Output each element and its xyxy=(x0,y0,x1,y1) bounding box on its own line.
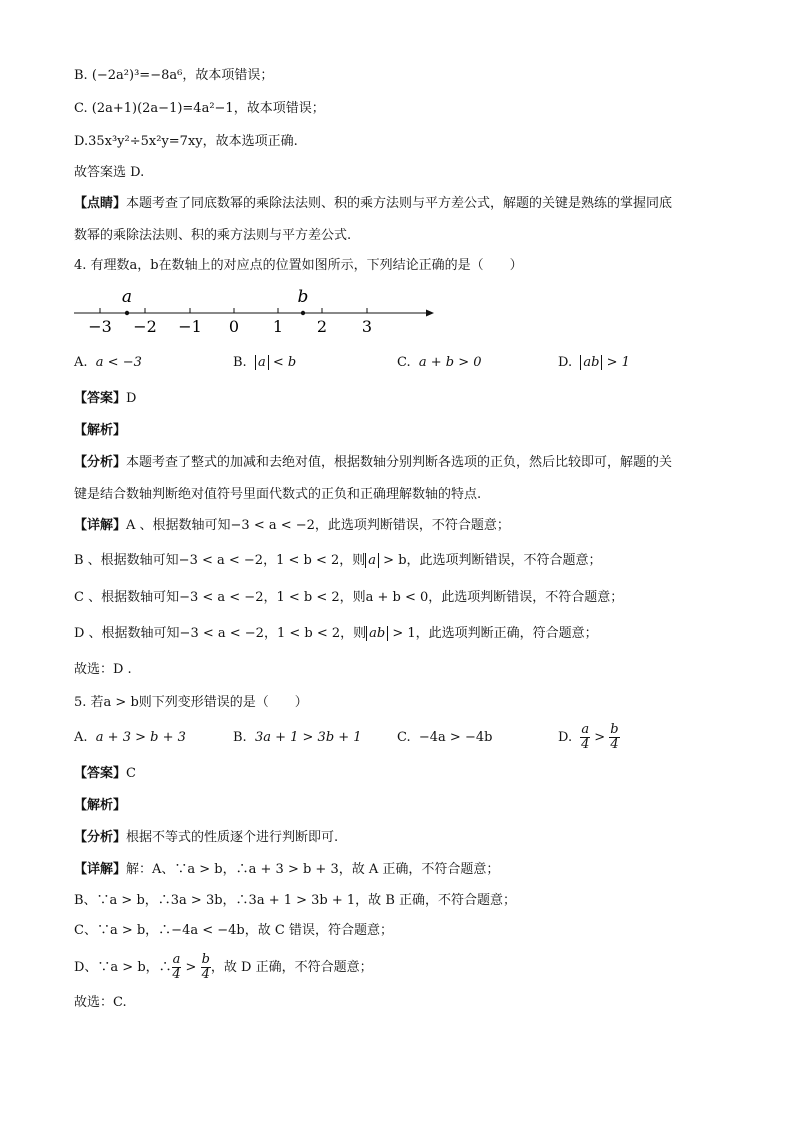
detail-text: D、∵a > b，∴ xyxy=(74,960,172,975)
q5-stem: 5. 若a > b则下列变形错误的是（ ） xyxy=(74,695,308,710)
numerator: a xyxy=(581,722,590,737)
tick-label: 2 xyxy=(316,317,328,336)
abs-value: ab xyxy=(366,626,388,641)
q4-detail-b xyxy=(74,552,602,570)
q4-option-a xyxy=(74,354,142,372)
number-line-ticks xyxy=(100,308,367,313)
q5-detail-c: C、∵a > b，∴−4a < −4b，故 C 错误，符合题意； xyxy=(74,923,393,938)
fenxi-tag: 【分析】 xyxy=(74,455,127,470)
denominator: 4 xyxy=(610,737,619,752)
xiangjie-tag: 【详解】 xyxy=(74,862,127,877)
q4-option-d xyxy=(558,354,630,372)
q4-detail-d xyxy=(74,625,598,643)
option-text: a < −3 xyxy=(95,355,142,370)
point-b-dot xyxy=(301,311,305,315)
option-key: C. xyxy=(397,355,411,370)
fraction xyxy=(609,723,619,752)
fenxi-text: 根据不等式的性质逐个进行判断即可. xyxy=(126,830,339,845)
q5-option-b xyxy=(233,729,362,747)
xiangjie-tag: 【详解】 xyxy=(74,518,127,533)
tick-label: −2 xyxy=(133,317,157,336)
option-text: 3a + 1 > 3b + 1 xyxy=(254,730,362,745)
fraction xyxy=(580,723,590,752)
option-text: a + 3 > b + 3 xyxy=(95,730,186,745)
answer-tag: 【答案】 xyxy=(74,391,127,406)
detail-text: A 、根据数轴可知−3 < a < −2，此选项判断错误，不符合题意； xyxy=(126,518,510,533)
fraction xyxy=(201,953,211,982)
q4-answer xyxy=(74,390,136,408)
option-text: a + b > 0 xyxy=(418,355,482,370)
numerator: b xyxy=(201,952,210,967)
prev-option-c: C. (2a+1)(2a−1)=4a²−1，故本项错误； xyxy=(74,101,325,116)
option-text: < b xyxy=(268,355,297,370)
detail-text: ，故 D 正确，不符合题意； xyxy=(210,960,373,975)
q4-analysis-tag: 【解析】 xyxy=(74,423,127,438)
tick-label: 3 xyxy=(361,317,373,336)
comment-tag: 【点睛】 xyxy=(74,196,127,211)
option-key: B. xyxy=(233,355,247,370)
comment-line-1: 本题考查了同底数幂的乘除法法则、积的乘方法则与平方差公式，解题的关键是熟练的掌握同底 xyxy=(126,196,673,211)
comment-line-2: 数幂的乘除法法则、积的乘方法则与平方差公式. xyxy=(74,228,352,243)
answer-value: D xyxy=(126,391,137,406)
q4-fenxi-line-2: 键是结合数轴判断绝对值符号里面代数式的正负和正确理解数轴的特点. xyxy=(74,487,482,502)
numerator: b xyxy=(610,722,619,737)
prev-option-d: D.35x³y²÷5x²y=7xy，故本选项正确. xyxy=(74,134,298,149)
tick-label: −1 xyxy=(178,317,202,336)
q5-option-c xyxy=(397,729,492,747)
detail-op: > xyxy=(181,960,201,975)
q5-conclusion: 故选：C. xyxy=(74,995,127,1010)
fenxi-line-1: 本题考查了整式的加减和去绝对值，根据数轴分别判断各选项的正负，然后比较即可，解题的关 xyxy=(126,455,673,470)
option-key: A. xyxy=(74,355,88,370)
number-line-figure xyxy=(70,282,440,340)
q5-answer xyxy=(74,765,136,783)
q4-conclusion: 故选：D . xyxy=(74,662,132,677)
fenxi-tag: 【分析】 xyxy=(74,830,127,845)
detail-text: D 、根据数轴可知−3 < a < −2，1 < b < 2，则 xyxy=(74,626,367,641)
option-key: C. xyxy=(397,730,411,745)
option-op: > xyxy=(590,730,610,745)
detail-text: > 1，此选项判断正确，符合题意； xyxy=(388,626,598,641)
q5-analysis-tag: 【解析】 xyxy=(74,798,127,813)
option-key: A. xyxy=(74,730,88,745)
q4-detail-a xyxy=(74,517,510,535)
q4-fenxi xyxy=(74,454,672,472)
q4-option-c xyxy=(397,354,482,372)
denominator: 4 xyxy=(201,967,210,982)
answer-tag: 【答案】 xyxy=(74,766,127,781)
tick-label: 1 xyxy=(272,317,284,336)
point-b-label: b xyxy=(297,287,309,307)
q4-option-b xyxy=(233,354,296,372)
abs-value: a xyxy=(255,355,269,370)
detail-text: B 、根据数轴可知−3 < a < −2，1 < b < 2，则 xyxy=(74,553,366,568)
detail-text: > b，此选项判断错误，不符合题意； xyxy=(379,553,602,568)
numerator: a xyxy=(172,952,181,967)
tick-label: 0 xyxy=(228,317,240,336)
q5-fenxi xyxy=(74,829,338,847)
option-key: D. xyxy=(558,730,573,745)
point-a-label: a xyxy=(121,287,133,307)
denominator: 4 xyxy=(172,967,181,982)
q4-stem: 4. 有理数a，b在数轴上的对应点的位置如图所示，下列结论正确的是（ ） xyxy=(74,258,523,273)
option-key: B. xyxy=(233,730,247,745)
option-text: > 1 xyxy=(602,355,630,370)
prev-option-b: B. (−2a²)³=−8a⁶，故本项错误； xyxy=(74,68,274,83)
point-a-dot xyxy=(125,311,129,315)
q5-detail-a xyxy=(74,861,499,879)
tick-label: −3 xyxy=(88,317,112,336)
prev-comment xyxy=(74,195,672,213)
q5-option-a xyxy=(74,729,186,747)
abs-value: a xyxy=(365,553,379,568)
option-text: −4a > −4b xyxy=(418,730,493,745)
detail-text: 解：A、∵a > b，∴a + 3 > b + 3，故 A 正确，不符合题意； xyxy=(126,862,500,877)
abs-value: ab xyxy=(580,355,602,370)
prev-answer: 故答案选 D. xyxy=(74,165,145,180)
q5-detail-d xyxy=(74,950,373,986)
denominator: 4 xyxy=(581,737,590,752)
q4-detail-c: C 、根据数轴可知−3 < a < −2，1 < b < 2，则a + b < 0，此选项判断错误，不符合题意； xyxy=(74,590,624,605)
fraction xyxy=(172,953,182,982)
option-key: D. xyxy=(558,355,573,370)
answer-value: C xyxy=(126,766,136,781)
q5-detail-b: B、∵a > b，∴3a > 3b，∴3a + 1 > 3b + 1，故 B 正确，不符合题意； xyxy=(74,893,517,908)
number-line-arrow xyxy=(426,310,434,317)
q5-option-d xyxy=(558,720,620,756)
